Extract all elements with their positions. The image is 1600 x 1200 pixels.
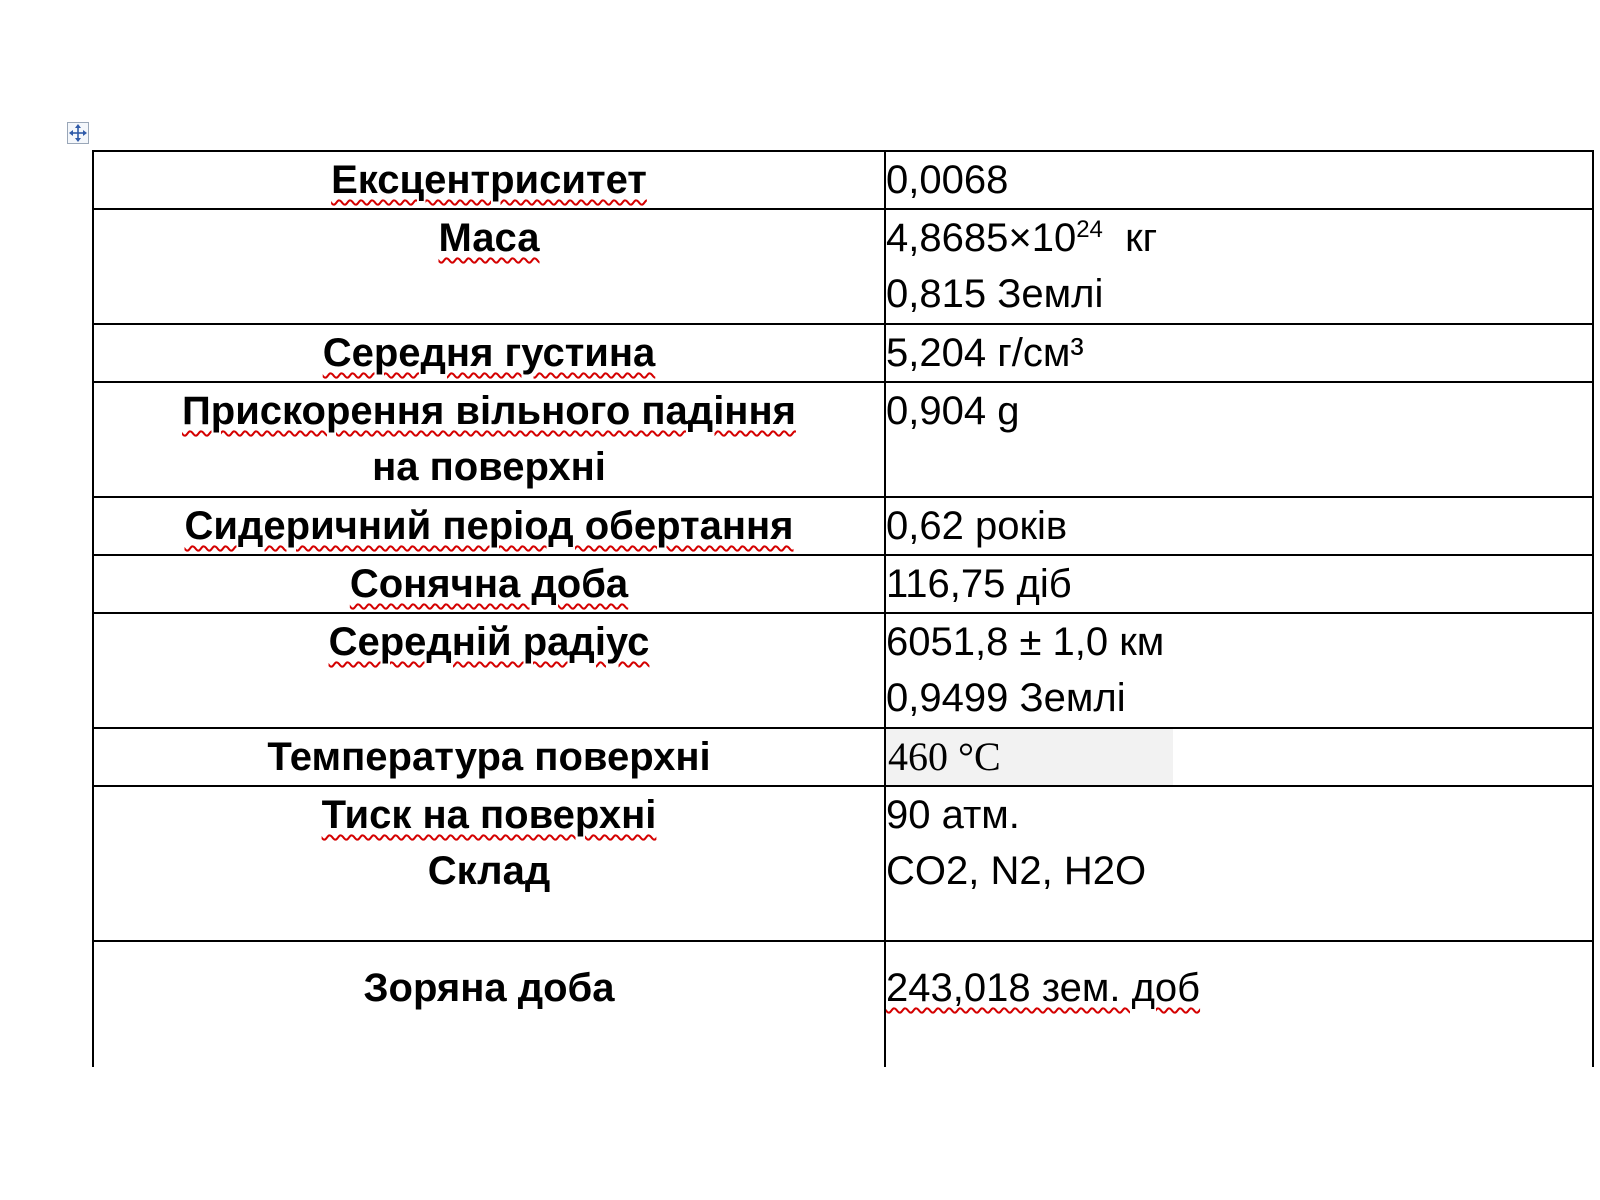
row-value xyxy=(885,497,1593,555)
label-text: Сидеричний період обертання xyxy=(184,504,794,548)
label-text: Середня густина xyxy=(322,331,656,375)
table-row xyxy=(93,497,1593,555)
value-text: 243,018 зем. доб xyxy=(886,966,1201,1010)
label-text-line2: на поверхні xyxy=(372,445,606,489)
table-row xyxy=(93,555,1593,613)
label-text: Прискорення вільного падіння xyxy=(182,389,796,433)
table-row xyxy=(93,209,1593,324)
table-row xyxy=(93,728,1593,786)
value-text: 6051,8 ± 1,0 км xyxy=(886,620,1165,664)
label-text: Маса xyxy=(438,216,540,260)
row-label xyxy=(93,324,885,382)
value-text: 5,204 г/см³ xyxy=(886,331,1084,375)
table-row xyxy=(93,324,1593,382)
row-label xyxy=(93,555,885,613)
label-text: Ексцентриситет xyxy=(331,158,647,202)
label-text: Середній радіус xyxy=(328,620,650,664)
row-label xyxy=(93,497,885,555)
mass-unit: кг xyxy=(1125,216,1158,260)
label-text-line2: Склад xyxy=(427,849,551,893)
planet-properties-table-wrapper xyxy=(92,150,1592,1067)
table-row xyxy=(93,151,1593,209)
row-value xyxy=(885,209,1593,324)
value-text: 90 атм. xyxy=(886,793,1020,837)
mass-exponent: 24 xyxy=(1076,216,1103,243)
move-arrows-icon xyxy=(68,123,88,143)
row-label xyxy=(93,728,885,786)
row-value xyxy=(885,324,1593,382)
row-value xyxy=(885,555,1593,613)
value-text-line2: 0,9499 Землі xyxy=(886,676,1126,720)
value-text-line2: CO2, N2, H2O xyxy=(886,849,1147,893)
table-move-handle-icon[interactable] xyxy=(67,122,89,144)
row-value xyxy=(885,786,1593,941)
value-text: 460 °C xyxy=(886,729,1173,785)
value-text-line2: 0,815 Землі xyxy=(886,272,1104,316)
value-text: 0,904 g xyxy=(886,389,1020,433)
row-label xyxy=(93,382,885,497)
label-text: Сонячна доба xyxy=(349,562,629,606)
row-label xyxy=(93,941,885,1067)
table-row xyxy=(93,786,1593,941)
label-text: Температура поверхні xyxy=(267,735,711,779)
value-text: 116,75 діб xyxy=(886,562,1072,606)
row-label xyxy=(93,613,885,728)
row-label xyxy=(93,151,885,209)
label-text: Тиск на поверхні xyxy=(321,793,657,837)
mass-value: $4,8685\times 10^{24}$ кг xyxy=(886,216,1158,260)
row-value xyxy=(885,151,1593,209)
planet-properties-table xyxy=(92,150,1594,1067)
row-label xyxy=(93,786,885,941)
value-text: 0,0068 xyxy=(886,158,1009,202)
label-text: Зоряна доба xyxy=(363,966,615,1010)
row-label xyxy=(93,209,885,324)
row-value xyxy=(885,613,1593,728)
value-text: 0,62 років xyxy=(886,504,1068,548)
row-value xyxy=(885,382,1593,497)
table-row xyxy=(93,941,1593,1067)
table-row xyxy=(93,613,1593,728)
table-row xyxy=(93,382,1593,497)
row-value xyxy=(885,941,1593,1067)
row-value xyxy=(885,728,1593,786)
